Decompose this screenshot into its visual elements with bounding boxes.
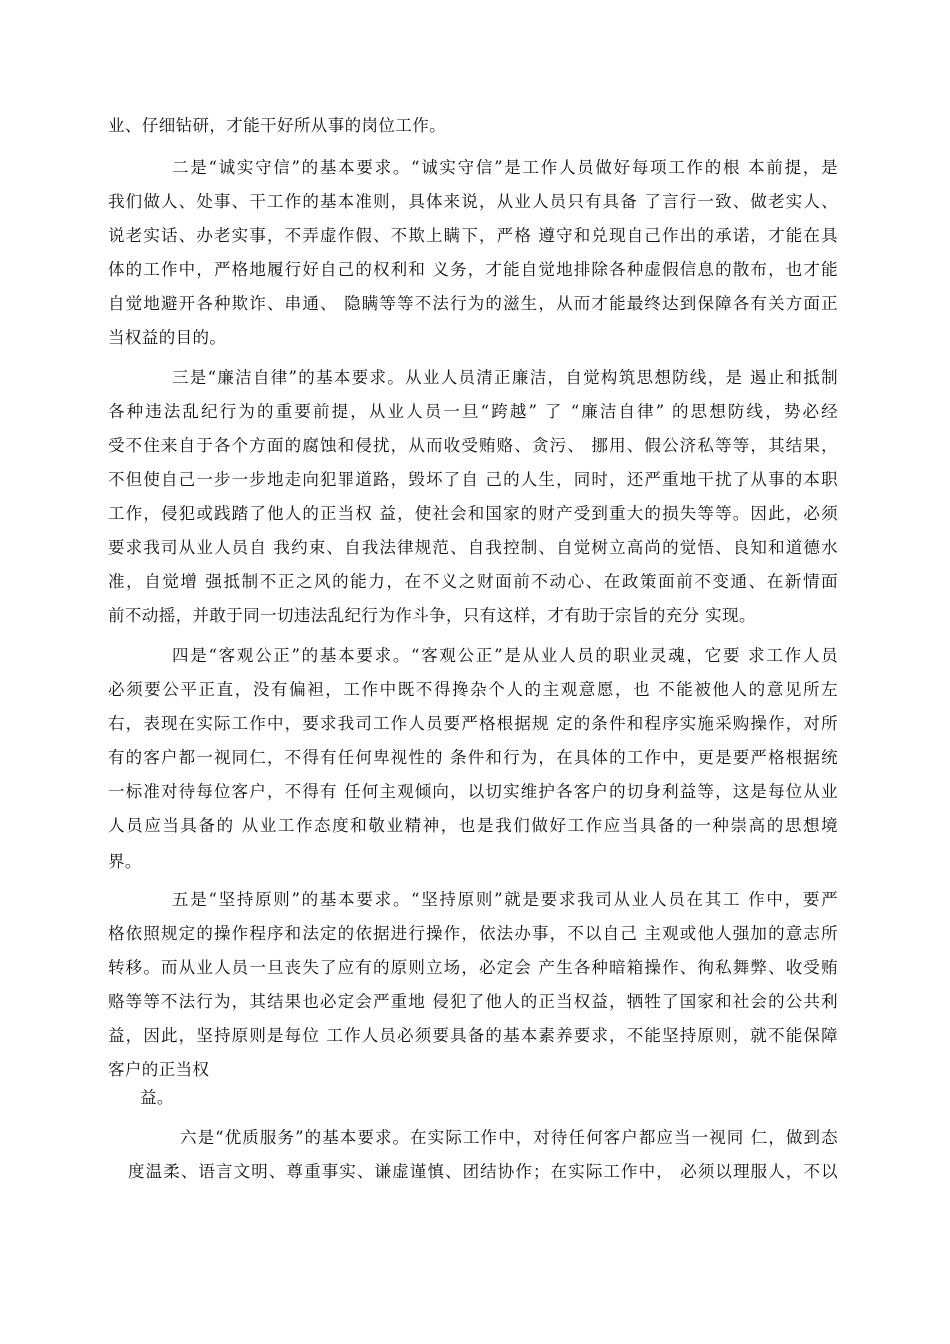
text-line: 体的工作中，严格地履行好自己的权利和 义务，才能自觉地排除各种虚假信息的散布，也才能 bbox=[108, 260, 838, 279]
text-line: 当权益的目的。 bbox=[108, 328, 227, 347]
text-line: 说老实话、办老实事，不弄虚作假、不欺上瞒下，严格 遵守和兑现自己作出的承诺，才能在具 bbox=[108, 226, 838, 245]
paragraph-service-first-line: 六是“优质服务”的基本要求。在实际工作中，对待任何客户都应当一视同 仁，做到态 bbox=[180, 1128, 838, 1147]
text-line: 各种违法乱纪行为的重要前提，从业人员一旦“跨越” 了 “廉洁自律” 的思想防线，势必经 bbox=[108, 402, 838, 421]
text-line: 工作，侵犯或践踏了他人的正当权 益，使社会和国家的财产受到重大的损失等等。因此，必须 bbox=[108, 504, 838, 523]
text-line: 益，因此，坚持原则是每位 工作人员必须要具备的基本素养要求，不能坚持原则，就不能保障 bbox=[108, 1026, 838, 1045]
text-line: 自觉地避开各种欺诈、串通、 隐瞒等等不法行为的滋生，从而才能最终达到保障各有关方面正 bbox=[108, 294, 838, 313]
text-line: 我们做人、处事、干工作的基本准则，具体来说，从业人员只有具备 了言行一致、做老实人、 bbox=[108, 192, 838, 211]
text-line: 前不动摇，并敢于同一切违法乱纪行为作斗争，只有这样，才有助于宗旨的充分 实现。 bbox=[108, 606, 756, 625]
text-line: 界。 bbox=[108, 852, 142, 871]
text-line: 不但使自己一步一步地走向犯罪道路，毁坏了自 己的人生，同时，还严重地干扰了从事的本职 bbox=[108, 470, 838, 489]
text-line: 右，表现在实际工作中，要求我司工作人员要严格根据规 定的条件和程序实施采购操作，对所 bbox=[108, 714, 838, 733]
text-line: 转移。而从业人员一旦丧失了应有的原则立场，必定会 产生各种暗箱操作、徇私舞弊、收受贿 bbox=[108, 958, 838, 977]
text-line: 客户的正当权 bbox=[108, 1060, 210, 1079]
text-line: 人员应当具备的 从业工作态度和敬业精神，也是我们做好工作应当具备的一种崇高的思想境 bbox=[108, 816, 838, 835]
paragraph-objectivity-first-line: 四是“客观公正”的基本要求。“客观公正”是从业人员的职业灵魂，它要 求工作人员 bbox=[172, 646, 838, 665]
text-line: 准，自觉增 强抵制不正之风的能力，在不义之财面前不动心、在政策面前不变通、在新情面 bbox=[108, 572, 838, 591]
text-line: 度温柔、语言文明、尊重事实、谦虚谨慎、团结协作；在实际工作中， 必须以理服人，不以 bbox=[128, 1162, 838, 1181]
text-line: 必须要公平正直，没有偏袒，工作中既不得搀杂个人的主观意愿，也 不能被他人的意见所左 bbox=[108, 680, 838, 699]
text-line: 有的客户都一视同仁，不得有任何卑视性的 条件和行为，在具体的工作中，更是要严格根据统 bbox=[108, 748, 838, 767]
paragraph-integrity-first-line: 二是“诚实守信”的基本要求。“诚实守信”是工作人员做好每项工作的根 本前提，是 bbox=[172, 158, 838, 177]
text-line: 要求我司从业人员自 我约束、自我法律规范、自我控制、自觉树立高尚的觉悟、良知和道德水 bbox=[108, 538, 838, 557]
text-line: 一标准对待每位客户，不得有 任何主观倾向，以切实维护各客户的切身利益等，这是每位从业 bbox=[108, 782, 838, 801]
text-line: 业、仔细钻研，才能干好所从事的岗位工作。 bbox=[108, 116, 446, 135]
text-line: 益。 bbox=[140, 1088, 174, 1107]
text-line: 赂等等不法行为，其结果也必定会严重地 侵犯了他人的正当权益，牺牲了国家和社会的公共利 bbox=[108, 992, 838, 1011]
paragraph-self-discipline-first-line: 三是“廉洁自律”的基本要求。从业人员清正廉洁，自觉构筑思想防线，是 遏止和抵制 bbox=[172, 368, 838, 387]
paragraph-principle-first-line: 五是“坚持原则”的基本要求。“坚持原则”就是要求我司从业人员在其工 作中，要严 bbox=[172, 890, 838, 909]
text-line: 受不住来自于各个方面的腐蚀和侵扰，从而收受贿赂、贪污、 挪用、假公济私等等，其结果， bbox=[108, 436, 838, 455]
text-line: 格依照规定的操作程序和法定的依据进行操作，依法办事，不以自己 主观或他人强加的意志所 bbox=[108, 924, 838, 943]
